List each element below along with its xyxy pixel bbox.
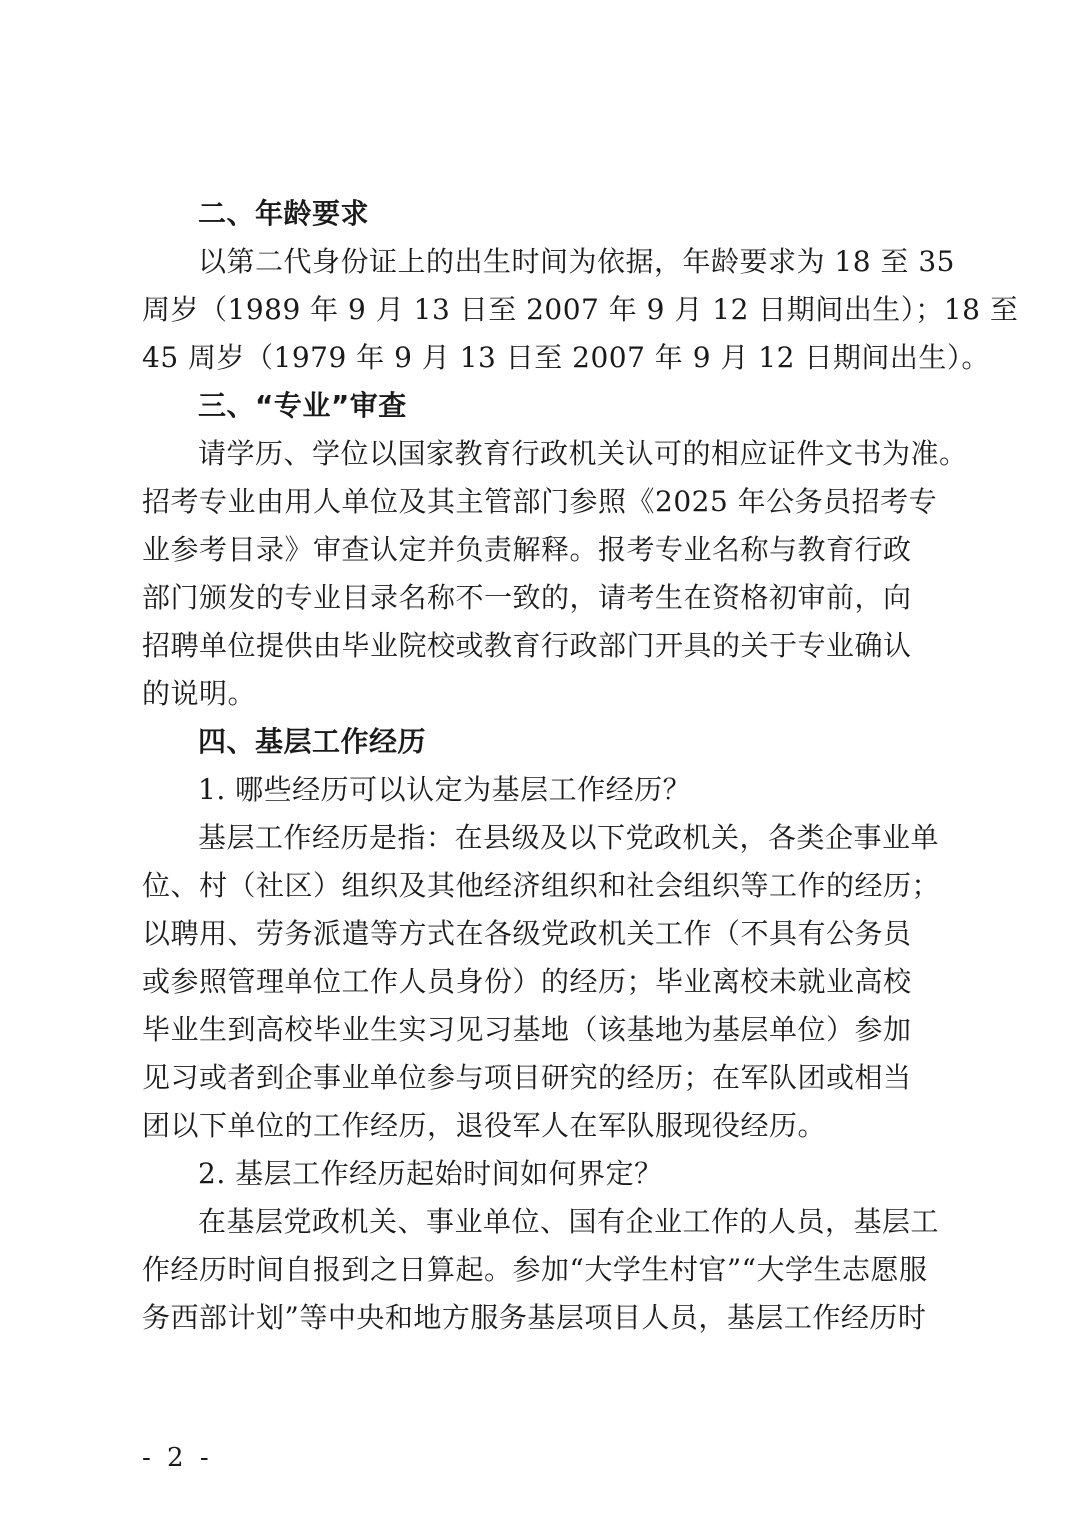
- paragraph-line: 基层工作经历是指：在县级及以下党政机关，各类企事业单: [198, 821, 940, 854]
- paragraph-line: 以第二代身份证上的出生时间为依据，年龄要求为 18 至 35: [198, 245, 955, 278]
- section-heading-age: 二、年龄要求: [198, 197, 370, 230]
- subheading-question-2: 2. 基层工作经历起始时间如何界定？: [198, 1157, 663, 1190]
- paragraph-line: 以聘用、劳务派遣等方式在各级党政机关工作（不具有公务员: [142, 917, 912, 950]
- paragraph-line: 业参考目录》审查认定并负责解释。报考专业名称与教育行政: [142, 533, 912, 566]
- paragraph-line: 的说明。: [142, 677, 257, 710]
- paragraph-line: 部门颁发的专业目录名称不一致的，请考生在资格初审前，向: [142, 581, 912, 614]
- section-heading-major: 三、“专业”审查: [198, 389, 407, 422]
- paragraph-line: 招聘单位提供由毕业院校或教育行政部门开具的关于专业确认: [142, 629, 912, 662]
- paragraph-line: 45 周岁（1979 年 9 月 13 日至 2007 年 9 月 12 日期间出生）。: [142, 341, 990, 374]
- paragraph-line: 招考专业由用人单位及其主管部门参照《2025 年公务员招考专: [142, 485, 938, 518]
- page-number: - 2 -: [142, 1443, 213, 1473]
- paragraph-line: 周岁（1989 年 9 月 13 日至 2007 年 9 月 12 日期间出生）；18 至: [142, 293, 1019, 326]
- section-heading-grassroots: 四、基层工作经历: [198, 725, 427, 758]
- paragraph-line: 作经历时间自报到之日算起。参加“大学生村官”“大学生志愿服: [142, 1253, 928, 1286]
- paragraph-line: 毕业生到高校毕业生实习见习基地（该基地为基层单位）参加: [142, 1013, 912, 1046]
- paragraph-line: 务西部计划”等中央和地方服务基层项目人员，基层工作经历时: [142, 1301, 927, 1334]
- paragraph-line: 位、村（社区）组织及其他经济组织和社会组织等工作的经历；: [142, 869, 941, 902]
- subheading-question-1: 1. 哪些经历可以认定为基层工作经历？: [198, 773, 692, 806]
- paragraph-line: 在基层党政机关、事业单位、国有企业工作的人员，基层工: [198, 1205, 940, 1238]
- paragraph-line: 请学历、学位以国家教育行政机关认可的相应证件文书为准。: [198, 437, 968, 470]
- paragraph-line: 见习或者到企事业单位参与项目研究的经历；在军队团或相当: [142, 1061, 912, 1094]
- paragraph-line: 或参照管理单位工作人员身份）的经历；毕业离校未就业高校: [142, 965, 912, 998]
- paragraph-line: 团以下单位的工作经历，退役军人在军队服现役经历。: [142, 1109, 827, 1142]
